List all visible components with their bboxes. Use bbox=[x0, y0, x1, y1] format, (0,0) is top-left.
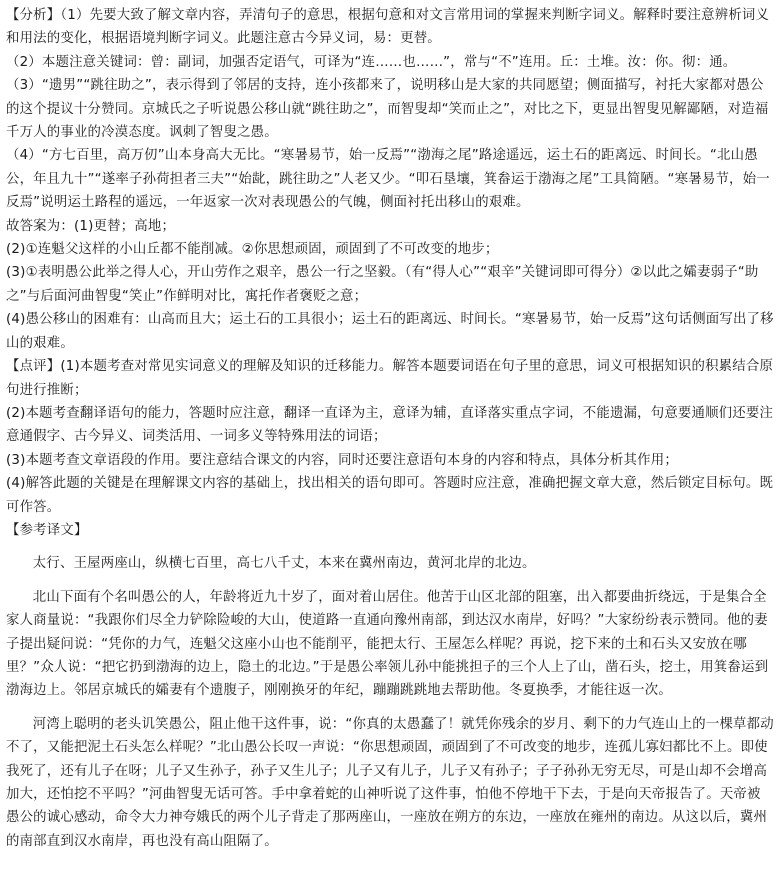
analysis-part-4: （4）“方七百里，高万仞”山本身高大无比。“寒暑易节，始一反焉”“渤海之尾”路途遥远，运土石的距离远、时间长。“北山愚公，年且九十”“遂率子孙荷担者三夫”“始龀，跳往助之”人老又少。“叩石垦壤，箕畚运于渤海之尾”工具简陋。“寒暑易节，始一反焉”说明运土路程的遥远，一年返家一次对表现愚公的气魄，侧面衬托出移山的艰难。 bbox=[6, 148, 770, 211]
answers-section bbox=[6, 215, 774, 355]
translation-paragraph-1: 太行、王屋两座山，纵横七百里，高七八千丈，本来在冀州南边，黄河北岸的北边。 bbox=[32, 556, 536, 572]
translation-heading: 【参考译文】 bbox=[6, 522, 88, 538]
comment-2: (2)本题考查翻译语句的能力，答题时应注意，翻译一直译为主，意译为辅，直译落实重点字词，不能遗漏，句意要通顺们还要注意通假字、古今异义、词类活用、一词多义等特殊用法的词语； bbox=[6, 405, 774, 445]
comment-4: (4)解答此题的关键是在理解课文内容的基础上，找出相关的语句即可。答题时应注意，准确把握文章大意，然后锁定目标句。既可作答。 bbox=[6, 476, 774, 515]
translation-section bbox=[6, 552, 774, 853]
translation-paragraph-3: 河湾上聪明的老头讥笑愚公，阻止他干这件事，说：“你真的太愚蠢了！就凭你残余的岁月、剩下的力气连山上的一棵草都动不了，又能把泥土石头怎么样呢？”北山愚公长叹一声说：“你思想顽固，顽固到了不可改变的地步，连孤儿寡妇都比不上。即使我死了，还有儿子在呀；儿子又生孙子，孙子又生儿子；儿子又有儿子，儿子又有孙子；子子孙孙无穷无尽，可是山却不会增高加大，还怕挖不平吗？”河曲智叟无话可答。手中拿着蛇的山神听说了这件事，怕他不停地干下去，于是向天帝报告了。天帝被愚公的诚心感动，命令大力神夸娥氏的两个儿子背走了那两座山，一座放在朔方的东边，一座放在雍州的南边。从这以后，冀州的南部直到汉水南岸，再也没有高山阻隔了。 bbox=[6, 716, 774, 849]
comment-3: (3)本题考查文章语段的作用。要注意结合课文的内容，同时还要注意语句本身的内容和特点，具体分析其作用； bbox=[6, 452, 678, 468]
answer-2: (2)①连魁父这样的小山丘都不能削减。②你思想顽固，顽固到了不可改变的地步； bbox=[6, 242, 499, 258]
analysis-section bbox=[6, 4, 774, 215]
answer-3: (3)①表明愚公此举之得人心，开山劳作之艰辛，愚公一行之坚毅。（有“得人心”“艰辛”关键词即可得分）②以此之孀妻弱子“助之”与后面河曲智叟“笑止”作鲜明对比，寓托作者褒贬之意； bbox=[6, 265, 759, 304]
translation-paragraph-2: 北山下面有个名叫愚公的人，年龄将近九十岁了，面对着山居住。他苦于山区北部的阻塞，出入都要曲折绕远，于是集合全家人商量说：“我跟你们尽全力铲除险峻的大山，使道路一直通向豫州南部，到达汉水南岸，好吗？”大家纷纷表示赞同。他的妻子提出疑问说：“凭你的力气，连魁父这座小山也不能削平，能把太行、王屋怎么样呢？再说，挖下来的土和石头又安放在哪里？”众人说：“把它扔到渤海的边上，隐土的北边。”于是愚公率领儿孙中能挑担子的三个人上了山，凿石头，挖土，用箕畚运到渤海边上。邻居京城氏的孀妻有个遗腹子，刚刚换牙的年纪，蹦蹦跳跳地去帮助他。冬夏换季，才能往返一次。 bbox=[6, 589, 769, 699]
comment-intro: 【点评】(1)本题考查对常见实词意义的理解及知识的迁移能力。解答本题要词语在句子里的意思，词义可根据知识的积累结合原句进行推断； bbox=[6, 359, 774, 398]
comment-section bbox=[6, 355, 774, 519]
answers-header: 故答案为：(1)更替；高地； bbox=[6, 218, 176, 234]
analysis-intro: 【分析】（1）先要大致了解文章内容，弄清句子的意思，根据句意和对文言常用词的掌握来判断字词义。解释时要注意辨析词义和用法的变化，根据语境判断字词义。此题注意古今异义词，易：更替。 bbox=[6, 8, 770, 47]
analysis-part-2: （2）本题注意关键词：曾：副词，加强否定语气，可译为“连……也……”，常与“不”连用。丘：土堆。汝：你。彻：通。 bbox=[6, 54, 737, 70]
answer-4: (4)愚公移山的困难有：山高而且大；运土石的工具很小；运土石的距离远、时间长。“寒暑易节，始一反焉”这句话侧面写出了移山的艰难。 bbox=[6, 312, 774, 351]
analysis-part-3: （3）“遗男”“跳往助之”，表示得到了邻居的支持，连小孩都来了，说明移山是大家的共同愿望；侧面描写，衬托大家都对愚公的这个提议十分赞同。京城氏之子听说愚公移山就“跳往助之”，而智叟却“笑而止之”，对比之下，更显出智叟见解鄙陋，对造福千万人的事业的冷漠态度。讽刺了智叟之愚。 bbox=[6, 78, 769, 141]
